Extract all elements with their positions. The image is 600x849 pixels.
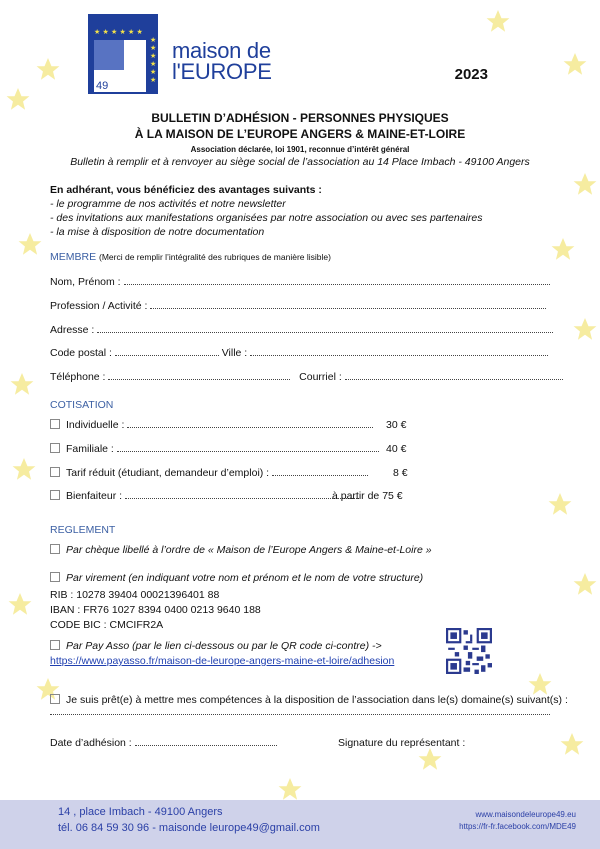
- payasso-link-row: [50, 655, 394, 667]
- footer-facebook[interactable]: https://fr-fr.facebook.com/MDE49: [459, 822, 576, 831]
- checkbox[interactable]: [50, 572, 60, 582]
- logo-number: 49: [96, 80, 109, 92]
- footer: [0, 800, 600, 849]
- address-label: Adresse :: [50, 324, 95, 336]
- payment-payasso-row: [50, 640, 382, 652]
- cotisation-label: Tarif réduit (étudiant, demandeur d’emploi) :: [66, 467, 270, 479]
- payasso-link[interactable]: https://www.payasso.fr/maison-de-leurope-angers-maine-et-loire/adhesion: [50, 655, 395, 667]
- svg-text:★: ★: [150, 76, 157, 84]
- bic: CODE BIC : CMCIFR2A: [50, 619, 164, 631]
- cotisation-label: Familiale :: [66, 443, 114, 455]
- cotisation-label: Bienfaiteur :: [66, 490, 123, 502]
- name-field[interactable]: [124, 276, 550, 285]
- logo-line2: l'EUROPE: [172, 59, 272, 84]
- dotted-leader: [272, 467, 368, 476]
- checkbox[interactable]: [50, 419, 60, 429]
- postal-label: Code postal :: [50, 347, 112, 359]
- reglement-heading: REGLEMENT: [50, 524, 116, 536]
- svg-text:★: ★: [150, 36, 157, 44]
- advantages-heading: En adhérant, vous bénéficiez des avantages suivants :: [50, 184, 322, 196]
- svg-text:★: ★: [150, 52, 157, 60]
- cotisation-row: [50, 490, 359, 502]
- date-row: [50, 737, 277, 749]
- checkbox[interactable]: [50, 467, 60, 477]
- payment-payasso-label: Par Pay Asso (par le lien ci-dessous ou par le QR code ci-contre) ->: [66, 640, 382, 652]
- skills-field-row: [50, 706, 550, 718]
- phone-email-row: [50, 371, 563, 383]
- name-row: [50, 276, 550, 288]
- svg-text:★: ★: [150, 44, 157, 52]
- checkbox[interactable]: [50, 490, 60, 500]
- email-field[interactable]: [345, 371, 563, 380]
- postal-city-row: [50, 347, 548, 359]
- profession-label: Profession / Activité :: [50, 300, 148, 312]
- membre-section: [50, 251, 331, 263]
- cotisation-label: Individuelle :: [66, 419, 125, 431]
- checkbox[interactable]: [50, 640, 60, 650]
- form-intro: Bulletin à remplir et à renvoyer au siège social de l’association au 14 Place Imbach - 49100 Angers: [70, 156, 530, 168]
- cotisation-price: 8 €: [393, 467, 408, 479]
- checkbox[interactable]: [50, 694, 60, 704]
- membre-heading: MEMBRE: [50, 251, 97, 263]
- email-label: Courriel :: [299, 371, 342, 383]
- logo-text: [172, 40, 272, 82]
- checkbox[interactable]: [50, 443, 60, 453]
- advantage-item: - la mise à disposition de notre documentation: [50, 226, 265, 238]
- city-label: Ville :: [221, 347, 248, 359]
- payment-cheque-row: [50, 544, 432, 556]
- cotisation-row: [50, 467, 368, 479]
- membre-note: (Merci de remplir l’intégralité des rubriques de manière lisible): [99, 252, 331, 262]
- qr-code-icon: [446, 628, 492, 674]
- logo-line1: maison de: [172, 38, 271, 63]
- footer-website[interactable]: www.maisondeleurope49.eu: [475, 810, 576, 819]
- iban: IBAN : FR76 1027 8394 0400 0213 9640 188: [50, 604, 261, 616]
- dotted-leader: [125, 490, 359, 499]
- form-title: BULLETIN D’ADHÉSION - PERSONNES PHYSIQUES: [151, 111, 449, 125]
- svg-text:★: ★: [150, 68, 157, 76]
- profession-row: [50, 300, 546, 312]
- checkbox[interactable]: [50, 544, 60, 554]
- date-label: Date d’adhésion :: [50, 737, 132, 749]
- skills-row: [50, 694, 568, 706]
- phone-field[interactable]: [108, 371, 290, 380]
- skills-label: Je suis prêt(e) à mettre mes compétences à la disposition de l’association dans le(s) domaine(s) suivant(s) :: [66, 694, 568, 706]
- dotted-leader: [117, 443, 379, 452]
- footer-address: 14 , place Imbach - 49100 Angers: [58, 806, 223, 818]
- year: 2023: [454, 66, 488, 83]
- cotisation-row: [50, 443, 379, 455]
- address-row: [50, 324, 553, 336]
- form-title-line2: À LA MAISON DE L’EUROPE ANGERS & MAINE-ET-LOIRE: [134, 127, 466, 141]
- cotisation-price: 30 €: [386, 419, 407, 431]
- cotisation-price: 40 €: [386, 443, 407, 455]
- form-subtitle: Association déclarée, loi 1901, reconnue d’intérêt général: [190, 145, 410, 154]
- profession-field[interactable]: [150, 300, 546, 309]
- advantage-item: - des invitations aux manifestations organisées par notre association ou avec ses partenaires: [50, 212, 483, 224]
- date-field[interactable]: [135, 737, 277, 746]
- postal-field[interactable]: [115, 347, 219, 356]
- payment-cheque-label: Par chèque libellé à l’ordre de « Maison de l’Europe Angers & Maine-et-Loire »: [66, 544, 432, 556]
- footer-contact: tél. 06 84 59 30 96 - maisonde leurope49@gmail.com: [58, 822, 320, 834]
- cotisation-price: à partir de 75 €: [332, 490, 403, 502]
- rib: RIB : 10278 39404 00021396401 88: [50, 589, 220, 601]
- cotisation-row: [50, 419, 373, 431]
- city-field[interactable]: [250, 347, 548, 356]
- phone-label: Téléphone :: [50, 371, 106, 383]
- advantage-item: - le programme de nos activités et notre newsletter: [50, 198, 286, 210]
- payment-virement-row: [50, 572, 423, 584]
- dotted-leader: [127, 419, 373, 428]
- signature-label: Signature du représentant :: [338, 737, 466, 749]
- payment-virement-label: Par virement (en indiquant votre nom et prénom et le nom de votre structure): [66, 572, 424, 584]
- cotisation-heading: COTISATION: [50, 399, 114, 411]
- address-field[interactable]: [97, 324, 553, 333]
- svg-text:★ ★ ★ ★ ★ ★: ★ ★ ★ ★ ★ ★: [94, 28, 143, 36]
- svg-text:★: ★: [150, 60, 157, 68]
- name-label: Nom, Prénom :: [50, 276, 121, 288]
- skills-field[interactable]: [50, 706, 550, 715]
